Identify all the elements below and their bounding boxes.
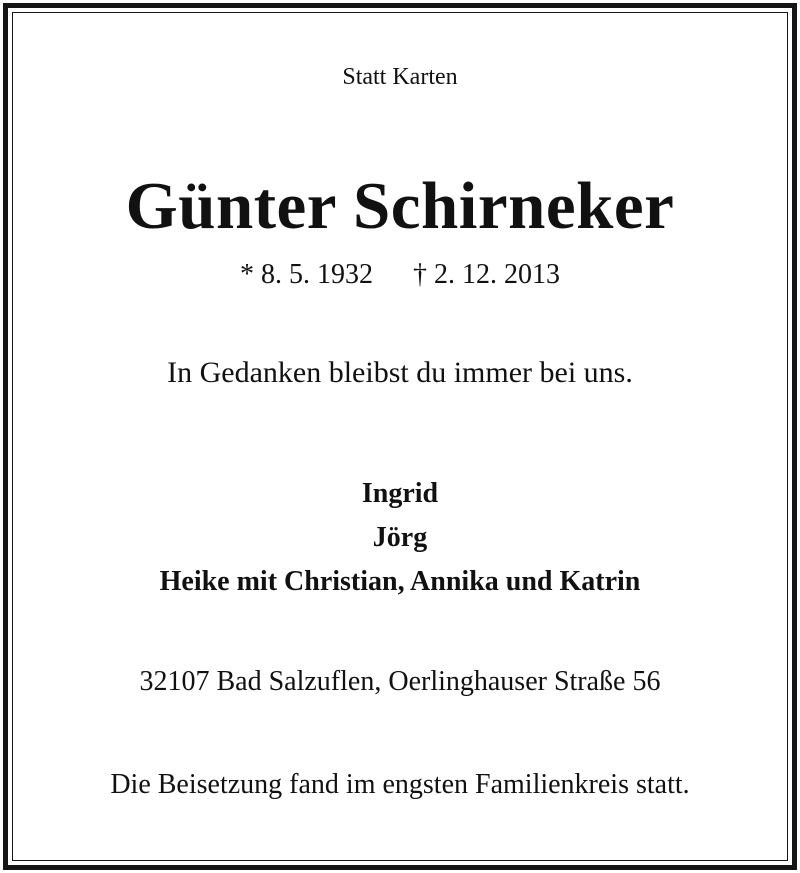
deceased-name: Günter Schirneker <box>125 169 675 243</box>
family-member: Heike mit Christian, Annika und Katrin <box>159 566 641 597</box>
closing-notice: Die Beisetzung fand im engsten Familienkreis statt. <box>110 769 690 800</box>
memorial-motto: In Gedanken bleibst du immer bei uns. <box>167 356 633 389</box>
family-member: Jörg <box>372 522 428 553</box>
family-member: Ingrid <box>361 478 439 509</box>
death-date: † 2. 12. 2013 <box>413 259 560 290</box>
birth-date: * 8. 5. 1932 <box>240 259 373 290</box>
life-dates <box>0 259 800 291</box>
inner-border <box>12 12 788 861</box>
intro-text: Statt Karten <box>342 64 458 90</box>
address: 32107 Bad Salzuflen, Oerlinghauser Straße 56 <box>139 666 661 697</box>
